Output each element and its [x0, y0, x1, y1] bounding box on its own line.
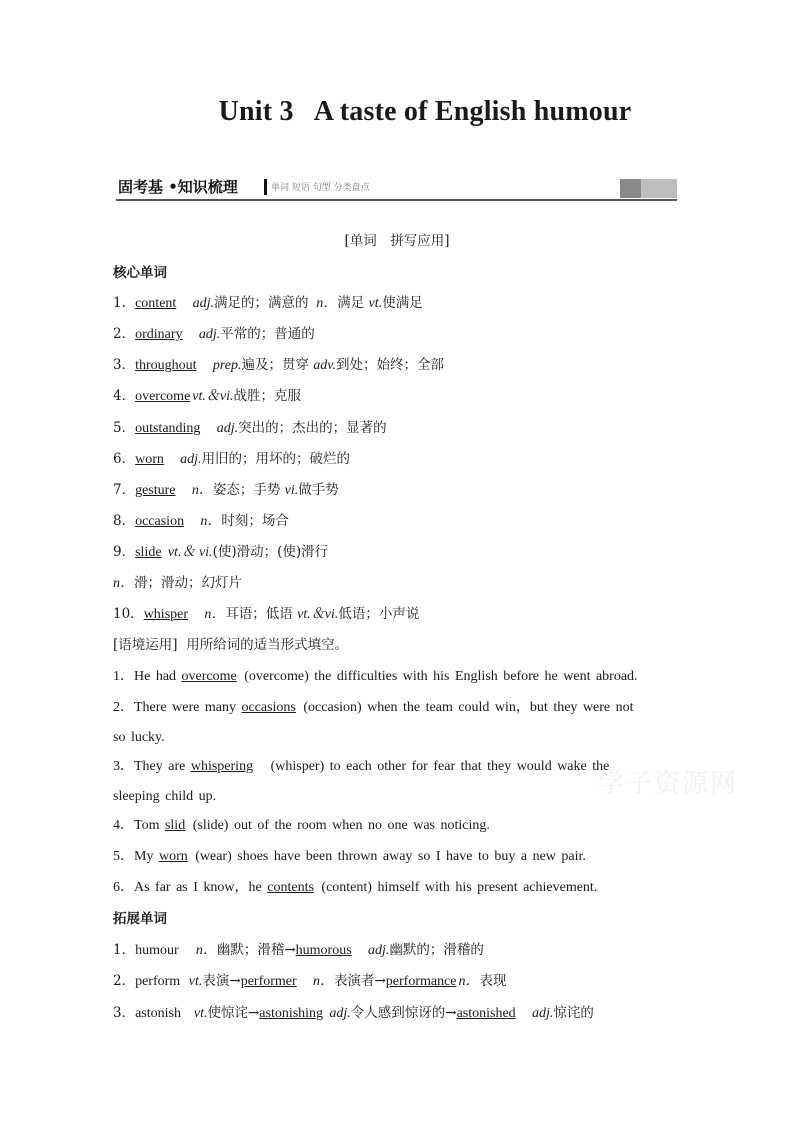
- core-word-9: 9．slide vt.＆ vi.(使)滑动；(使)滑行: [113, 544, 329, 560]
- answer-blank: whispering: [190, 759, 254, 774]
- core-word-2: 2．ordinary adj.平常的；普通的: [113, 326, 315, 342]
- sentence-3: 3．They are whispering (whisper) to each other for fear that they would wake the: [113, 759, 610, 774]
- core-word-8: 8．occasion n．时刻；场合: [113, 513, 289, 529]
- answer-blank: overcome: [181, 669, 237, 684]
- watermark: 学子资源网: [598, 769, 739, 799]
- banner-title: 固考基 •知识梳理: [118, 178, 238, 196]
- unit-number: Unit 3: [218, 96, 294, 127]
- core-word-6: 6．worn adj.用旧的；用坏的；破烂的: [113, 451, 351, 467]
- banner-divider: [264, 179, 267, 195]
- core-word-10: 10．whisper n．耳语；低语 vt.＆vi.低语；小声说: [113, 606, 420, 622]
- banner-dark-block: [620, 179, 641, 198]
- core-word-4: 4．overcome vt.＆vi.战胜；克服: [113, 388, 302, 404]
- unit-name: A taste of English humour: [313, 96, 632, 127]
- ext-word-2: 2．perform vt.表演→performer n．表演者→performance n．表现: [113, 973, 507, 989]
- sentence-2-cont: so lucky.: [113, 730, 165, 745]
- core-word-3: 3．throughout prep.遍及；贯穿 adv.到处；始终；全部: [113, 357, 444, 373]
- sentence-1: 1．He had overcome (overcome) the difficulties with his English before he went abroad.: [113, 669, 638, 684]
- core-word-9-cont: n．滑；滑动；幻灯片: [113, 575, 242, 591]
- sentence-2: 2．There were many occasions (occasion) when the team could win，but they were not: [113, 700, 634, 715]
- section-header: [单词 拼写应用]: [344, 233, 450, 249]
- ext-word-3: 3．astonish vt.使惊诧→astonishing adj.令人感到惊讶的→astonished adj.惊诧的: [113, 1005, 594, 1021]
- answer-blank: contents: [267, 880, 314, 895]
- section-banner: [116, 177, 677, 201]
- core-word-5: 5．outstanding adj.突出的；杰出的；显著的: [113, 420, 387, 436]
- sentence-3-cont: sleeping child up.: [113, 789, 217, 804]
- core-heading: 核心单词: [113, 265, 167, 281]
- answer-blank: occasions: [241, 700, 296, 715]
- sentence-6: 6．As far as I know，he contents (content) himself with his present achievement.: [113, 880, 598, 895]
- core-word-1: 1．content adj.满足的；满意的 n．满足 vt.使满足: [113, 295, 423, 311]
- ext-word-1: 1．humour n．幽默；滑稽→humorous adj.幽默的；滑稽的: [113, 942, 484, 958]
- answer-blank: slid: [164, 818, 186, 833]
- banner-light-block: [641, 179, 677, 198]
- banner-subtitle: 单词 短语 句型 分类盘点: [271, 183, 370, 193]
- ext-heading: 拓展单词: [113, 911, 167, 927]
- sentence-4: 4．Tom slid (slide) out of the room when no one was noticing.: [113, 818, 490, 833]
- page-title: [0, 96, 794, 128]
- sentence-5: 5．My worn (wear) shoes have been thrown away so I have to buy a new pair.: [113, 849, 586, 864]
- core-word-7: 7．gesture n．姿态；手势 vi.做手势: [113, 482, 339, 498]
- answer-blank: worn: [158, 849, 188, 864]
- context-instruction: [语境运用] 用所给词的适当形式填空。: [113, 637, 349, 653]
